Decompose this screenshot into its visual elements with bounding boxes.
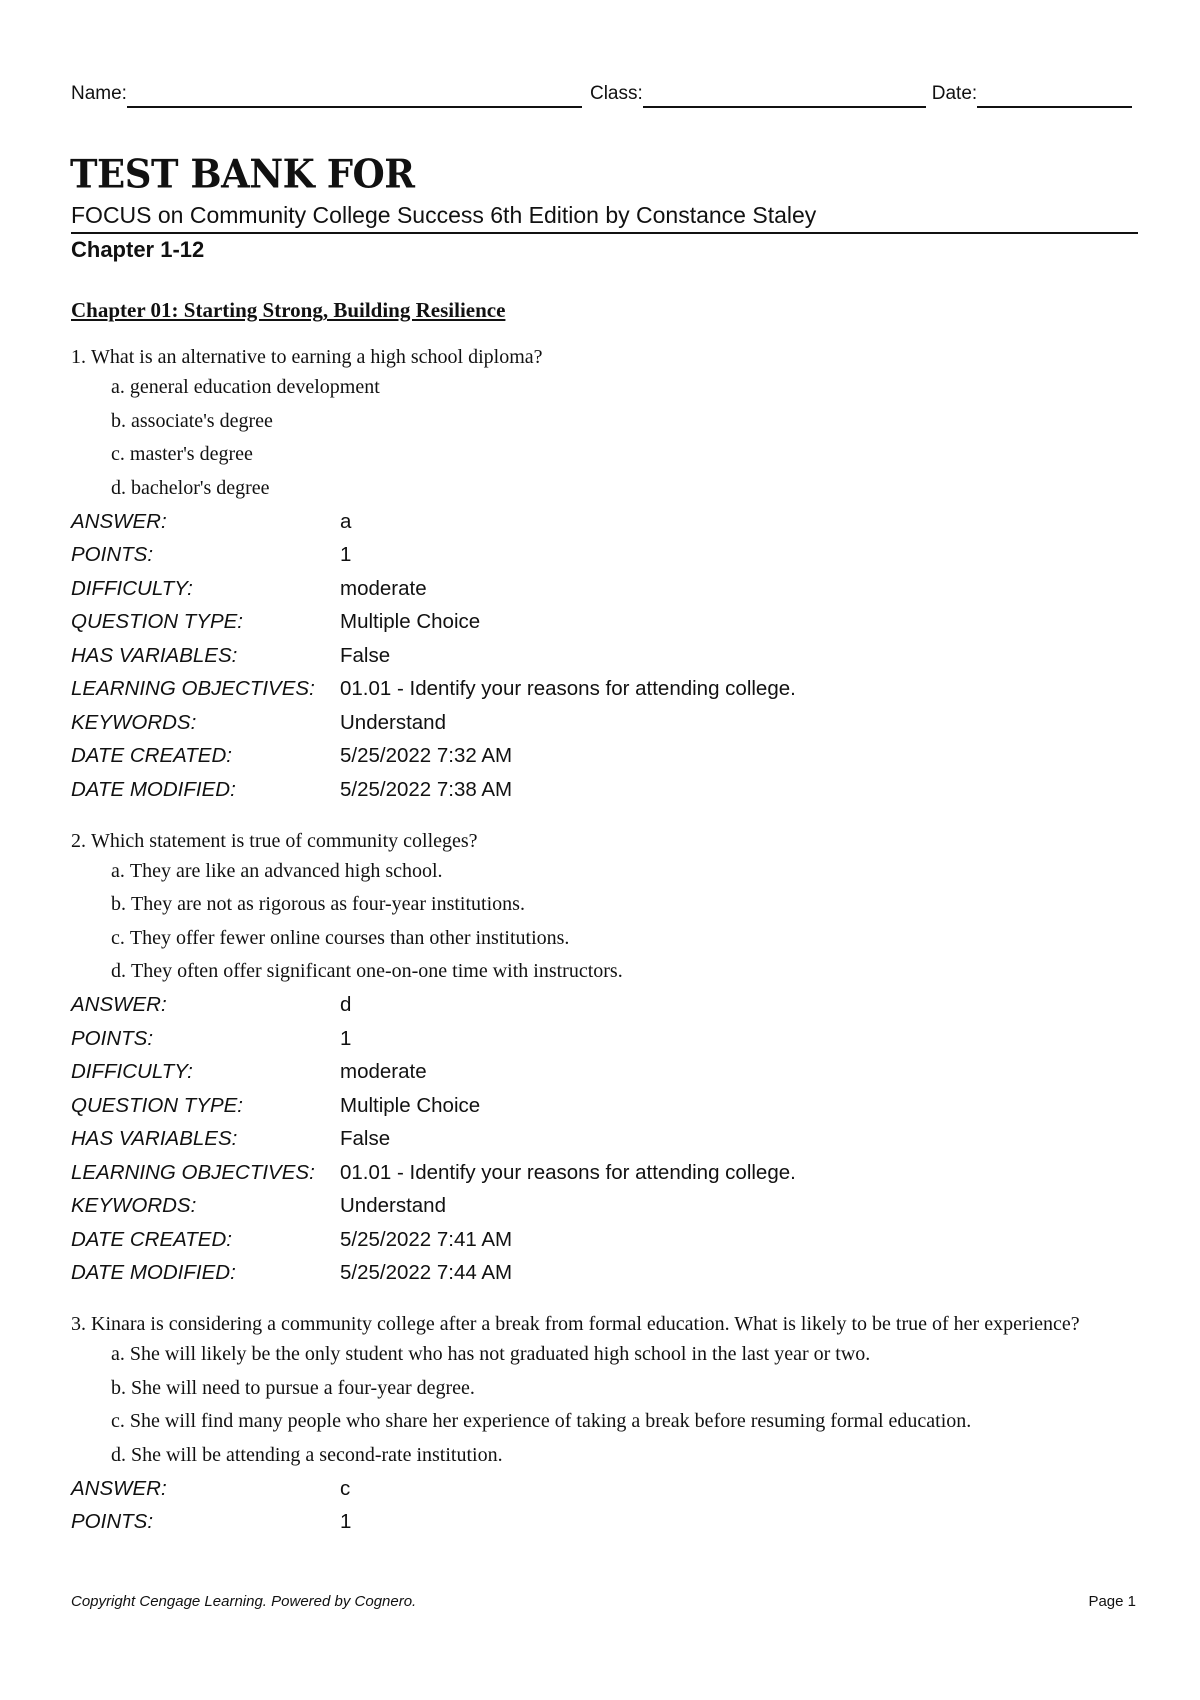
meta-row-question-type bbox=[71, 1089, 796, 1123]
meta-value: 01.01 - Identify your reasons for attending college. bbox=[340, 1160, 796, 1184]
footer-page-number: Page 1 bbox=[1088, 1593, 1136, 1610]
question-metadata bbox=[71, 505, 796, 807]
option-text: She will be attending a second-rate institution. bbox=[131, 1443, 503, 1466]
meta-row-has-variables bbox=[71, 639, 796, 673]
question-text: Which statement is true of community colleges? bbox=[91, 829, 478, 852]
meta-row-points bbox=[71, 539, 796, 573]
option-a bbox=[111, 1338, 1136, 1372]
name-label: Name: bbox=[71, 83, 127, 104]
option-letter: c. bbox=[111, 926, 125, 949]
meta-label: DIFFICULTY: bbox=[71, 1060, 193, 1084]
option-letter: a. bbox=[111, 1343, 125, 1365]
meta-value: False bbox=[340, 643, 391, 667]
meta-value: Multiple Choice bbox=[340, 1093, 481, 1117]
question-number: 1. bbox=[71, 346, 86, 368]
meta-row-answer bbox=[71, 505, 796, 539]
name-line[interactable] bbox=[127, 82, 582, 108]
meta-label: QUESTION TYPE: bbox=[71, 1093, 243, 1117]
meta-row-answer bbox=[71, 989, 796, 1023]
option-c bbox=[111, 1405, 1136, 1439]
option-letter: b. bbox=[111, 409, 126, 432]
meta-value: 1 bbox=[340, 1026, 352, 1050]
meta-value: moderate bbox=[340, 1060, 427, 1084]
option-text: She will need to pursue a four-year degree. bbox=[131, 1376, 475, 1399]
option-letter: d. bbox=[111, 476, 126, 499]
meta-value: Multiple Choice bbox=[340, 610, 481, 634]
meta-row-keywords bbox=[71, 706, 796, 740]
class-field[interactable] bbox=[590, 82, 926, 108]
meta-row-keywords bbox=[71, 1190, 796, 1224]
question-1 bbox=[71, 343, 1136, 807]
option-b bbox=[111, 1372, 1136, 1406]
question-metadata bbox=[71, 1472, 351, 1539]
question-stem bbox=[71, 343, 1136, 371]
option-letter: d. bbox=[111, 1443, 126, 1466]
meta-value: moderate bbox=[340, 576, 427, 600]
question-list bbox=[71, 298, 1136, 1559]
option-text: They often offer significant one-on-one time with instructors. bbox=[131, 960, 623, 982]
option-letter: b. bbox=[111, 1376, 126, 1399]
option-letter: b. bbox=[111, 893, 126, 915]
question-number: 3. bbox=[71, 1313, 86, 1335]
header-fields bbox=[71, 78, 1136, 108]
question-text: What is an alternative to earning a high school diploma? bbox=[91, 346, 543, 368]
meta-label: HAS VARIABLES: bbox=[71, 643, 238, 667]
meta-row-learning-objectives bbox=[71, 673, 796, 707]
meta-label: LEARNING OBJECTIVES: bbox=[71, 1160, 315, 1184]
meta-label: HAS VARIABLES: bbox=[71, 1127, 238, 1151]
meta-label: KEYWORDS: bbox=[71, 1194, 197, 1218]
question-stem bbox=[71, 827, 1136, 855]
option-text: They are like an advanced high school. bbox=[129, 859, 443, 882]
option-a bbox=[111, 855, 1136, 889]
meta-value: 01.01 - Identify your reasons for attending college. bbox=[340, 677, 796, 701]
meta-row-learning-objectives bbox=[71, 1156, 796, 1190]
option-d bbox=[111, 1439, 1136, 1473]
option-c bbox=[111, 438, 1136, 472]
option-text: They offer fewer online courses than other institutions. bbox=[129, 926, 570, 949]
meta-row-date-modified bbox=[71, 1257, 796, 1291]
option-letter: d. bbox=[111, 960, 126, 982]
question-3 bbox=[71, 1310, 1136, 1539]
class-label: Class: bbox=[589, 83, 643, 104]
meta-value: 5/25/2022 7:38 AM bbox=[340, 777, 513, 801]
meta-value: c bbox=[340, 1476, 351, 1500]
meta-row-date-created bbox=[71, 740, 796, 774]
meta-row-points bbox=[71, 1022, 796, 1056]
option-text: master's degree bbox=[129, 443, 253, 465]
meta-value: False bbox=[340, 1127, 391, 1151]
meta-label: ANSWER: bbox=[71, 509, 167, 533]
meta-value: d bbox=[340, 993, 352, 1017]
answer-options bbox=[71, 855, 1136, 989]
meta-label: ANSWER: bbox=[71, 993, 167, 1017]
name-field[interactable] bbox=[71, 82, 582, 108]
question-number: 2. bbox=[71, 829, 86, 852]
meta-label: POINTS: bbox=[71, 1026, 154, 1050]
meta-label: POINTS: bbox=[71, 1510, 154, 1534]
date-field[interactable] bbox=[932, 82, 1132, 108]
meta-value: 5/25/2022 7:32 AM bbox=[340, 744, 513, 768]
option-b bbox=[111, 888, 1136, 922]
question-stem bbox=[71, 1310, 1136, 1338]
meta-row-has-variables bbox=[71, 1123, 796, 1157]
meta-value: Understand bbox=[340, 1194, 446, 1218]
meta-label: POINTS: bbox=[71, 543, 154, 567]
meta-value: a bbox=[340, 509, 352, 533]
meta-row-answer bbox=[71, 1472, 351, 1506]
meta-row-points bbox=[71, 1506, 351, 1540]
document-title: TEST BANK FOR bbox=[70, 150, 415, 198]
class-line[interactable] bbox=[643, 82, 926, 108]
meta-label: DATE CREATED: bbox=[71, 744, 232, 768]
meta-label: QUESTION TYPE: bbox=[71, 610, 243, 634]
option-d bbox=[111, 955, 1136, 989]
option-text: general education development bbox=[129, 376, 380, 398]
option-letter: c. bbox=[111, 443, 125, 465]
meta-value: Understand bbox=[340, 710, 446, 734]
meta-row-difficulty bbox=[71, 572, 796, 606]
meta-value: 1 bbox=[340, 543, 352, 567]
footer-copyright: Copyright Cengage Learning. Powered by Cognero. bbox=[71, 1593, 417, 1610]
option-letter: a. bbox=[111, 376, 125, 398]
question-2 bbox=[71, 827, 1136, 1291]
option-text: She will likely be the only student who has not graduated high school in the last year or two. bbox=[129, 1343, 871, 1365]
question-metadata bbox=[71, 989, 796, 1291]
option-d bbox=[111, 472, 1136, 506]
option-c bbox=[111, 922, 1136, 956]
meta-label: DATE CREATED: bbox=[71, 1227, 232, 1251]
meta-value: 5/25/2022 7:41 AM bbox=[340, 1227, 513, 1251]
meta-label: LEARNING OBJECTIVES: bbox=[71, 677, 315, 701]
chapter-heading: Chapter 01: Starting Strong, Building Resilience bbox=[71, 298, 506, 322]
meta-row-difficulty bbox=[71, 1056, 796, 1090]
meta-label: KEYWORDS: bbox=[71, 710, 197, 734]
meta-value: 5/25/2022 7:44 AM bbox=[340, 1261, 513, 1285]
option-a bbox=[111, 371, 1136, 405]
answer-options bbox=[71, 371, 1136, 505]
option-text: bachelor's degree bbox=[131, 476, 270, 499]
meta-value: 1 bbox=[340, 1510, 352, 1534]
option-text: She will find many people who share her experience of taking a break before resuming formal education. bbox=[129, 1410, 972, 1432]
meta-label: DATE MODIFIED: bbox=[71, 777, 236, 801]
document-subtitle: FOCUS on Community College Success 6th Edition by Constance Staley bbox=[71, 202, 1138, 234]
date-line[interactable] bbox=[977, 82, 1132, 108]
meta-row-question-type bbox=[71, 606, 796, 640]
chapter-range: Chapter 1-12 bbox=[71, 237, 205, 262]
question-text: Kinara is considering a community college after a break from formal education. What is likely to be true of her experience? bbox=[91, 1313, 1080, 1335]
date-label: Date: bbox=[931, 83, 978, 104]
option-text: associate's degree bbox=[131, 409, 273, 432]
option-b bbox=[111, 405, 1136, 439]
option-text: They are not as rigorous as four-year institutions. bbox=[131, 893, 525, 915]
meta-row-date-modified bbox=[71, 773, 796, 807]
answer-options bbox=[71, 1338, 1136, 1472]
option-letter: c. bbox=[111, 1410, 125, 1432]
meta-label: DATE MODIFIED: bbox=[71, 1261, 236, 1285]
meta-label: DIFFICULTY: bbox=[71, 576, 193, 600]
option-letter: a. bbox=[111, 859, 125, 882]
meta-row-date-created bbox=[71, 1223, 796, 1257]
meta-label: ANSWER: bbox=[71, 1476, 167, 1500]
